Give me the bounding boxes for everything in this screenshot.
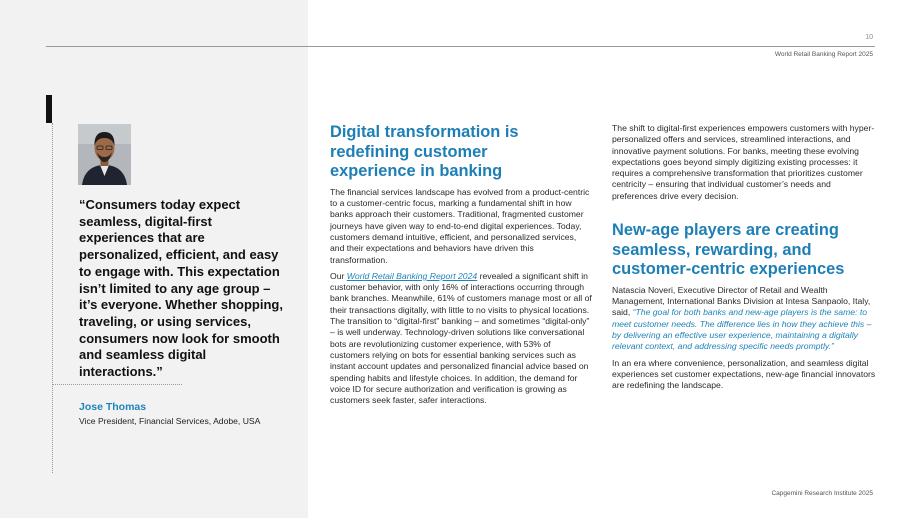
- footer-text: Capgemini Research Institute 2025: [771, 490, 873, 497]
- paragraph: In an era where convenience, personalization, and seamless digital experiences set customer expectations, new-age financial innovators are redefining the landscape.: [612, 357, 876, 391]
- paragraph: [612, 285, 877, 353]
- text: Natascia Noveri, Executive Director of Retail and Wealth Management, International Banks Division at Intesa Sanpaolo, Italy, said,: [612, 284, 871, 318]
- sidebar-divider-horizontal: [52, 384, 182, 385]
- report-title: World Retail Banking Report 2025: [774, 51, 873, 58]
- column-left: [330, 123, 592, 411]
- sidebar-divider-vertical: [52, 123, 53, 473]
- section-heading-new-age-players: New-age players are creating seamless, rewarding, and customer-centric experiences: [612, 221, 845, 279]
- section-heading-digital-transformation: Digital transformation is redefining customer experience in banking: [330, 123, 519, 181]
- inline-quote: “The goal for both banks and new-age players is the same: to meet customer needs. The difference lies in how they achieve this – by delivering an effective user experience, maintaining a digitally relevant context, and addressing specific needs promptly.”: [612, 307, 872, 352]
- report-link[interactable]: World Retail Banking Report 2024: [346, 270, 478, 281]
- text: Our: [330, 270, 347, 281]
- accent-bar: [46, 95, 52, 123]
- pull-quote: “Consumers today expect seamless, digital-first experiences that are personalized, efficient, and easy to engage with. This expectation isn’t limited to any age group – it’s everyone. Whether shopping, traveling, or using services, consumers now look for smooth and seamless digital interactions.”: [79, 197, 283, 380]
- text: revealed a significant shift in customer behavior, with only 16% of interactions occurring through bank branches. Meanwhile, 61% of customers manage most or all of their transactions digitally, with little to no visits to physical locations. The transition to “digital-first” banking – and sometimes “digital-only” – is well underway. Technology-driven solutions like conversational bots are revolutionizing customer experience, with 53% of customers relying on bots for essential banking services such as instant account updates and personalized financial advice based on spending habits and lifestyle choices. In addition, the demand for voice ID for secure authorization and verification is growing as customers seek faster, safer interactions.: [330, 270, 592, 406]
- author-name: Jose Thomas: [79, 401, 147, 413]
- paragraph: The shift to digital-first experiences empowers customers with hyper-personalized offers and services, streamlined interactions, and innovative payment solutions. For banks, meeting these evolving expectations goes beyond simply digitizing existing processes: it requires a comprehensive transformation that prioritizes customer centricity – ensuring that individual customer’s needs and preferences drive every decision.: [612, 123, 875, 201]
- author-photo: [78, 124, 131, 185]
- page-number: 10: [865, 34, 873, 41]
- header-rule: [46, 46, 875, 47]
- paragraph: [330, 271, 592, 407]
- author-title: Vice President, Financial Services, Adobe, USA: [79, 416, 261, 426]
- portrait-image: [78, 124, 131, 185]
- paragraph: The financial services landscape has evolved from a product-centric to a customer-centric focus, marking a fundamental shift in how banks approach their customers. Traditional, fragmented customer journeys have given way to end-to-end digital experiences. Today, customers demand intuitive, efficient, and personalized services, and their expectations and behaviors have driven this transformation.: [330, 186, 590, 265]
- column-right: [612, 123, 877, 397]
